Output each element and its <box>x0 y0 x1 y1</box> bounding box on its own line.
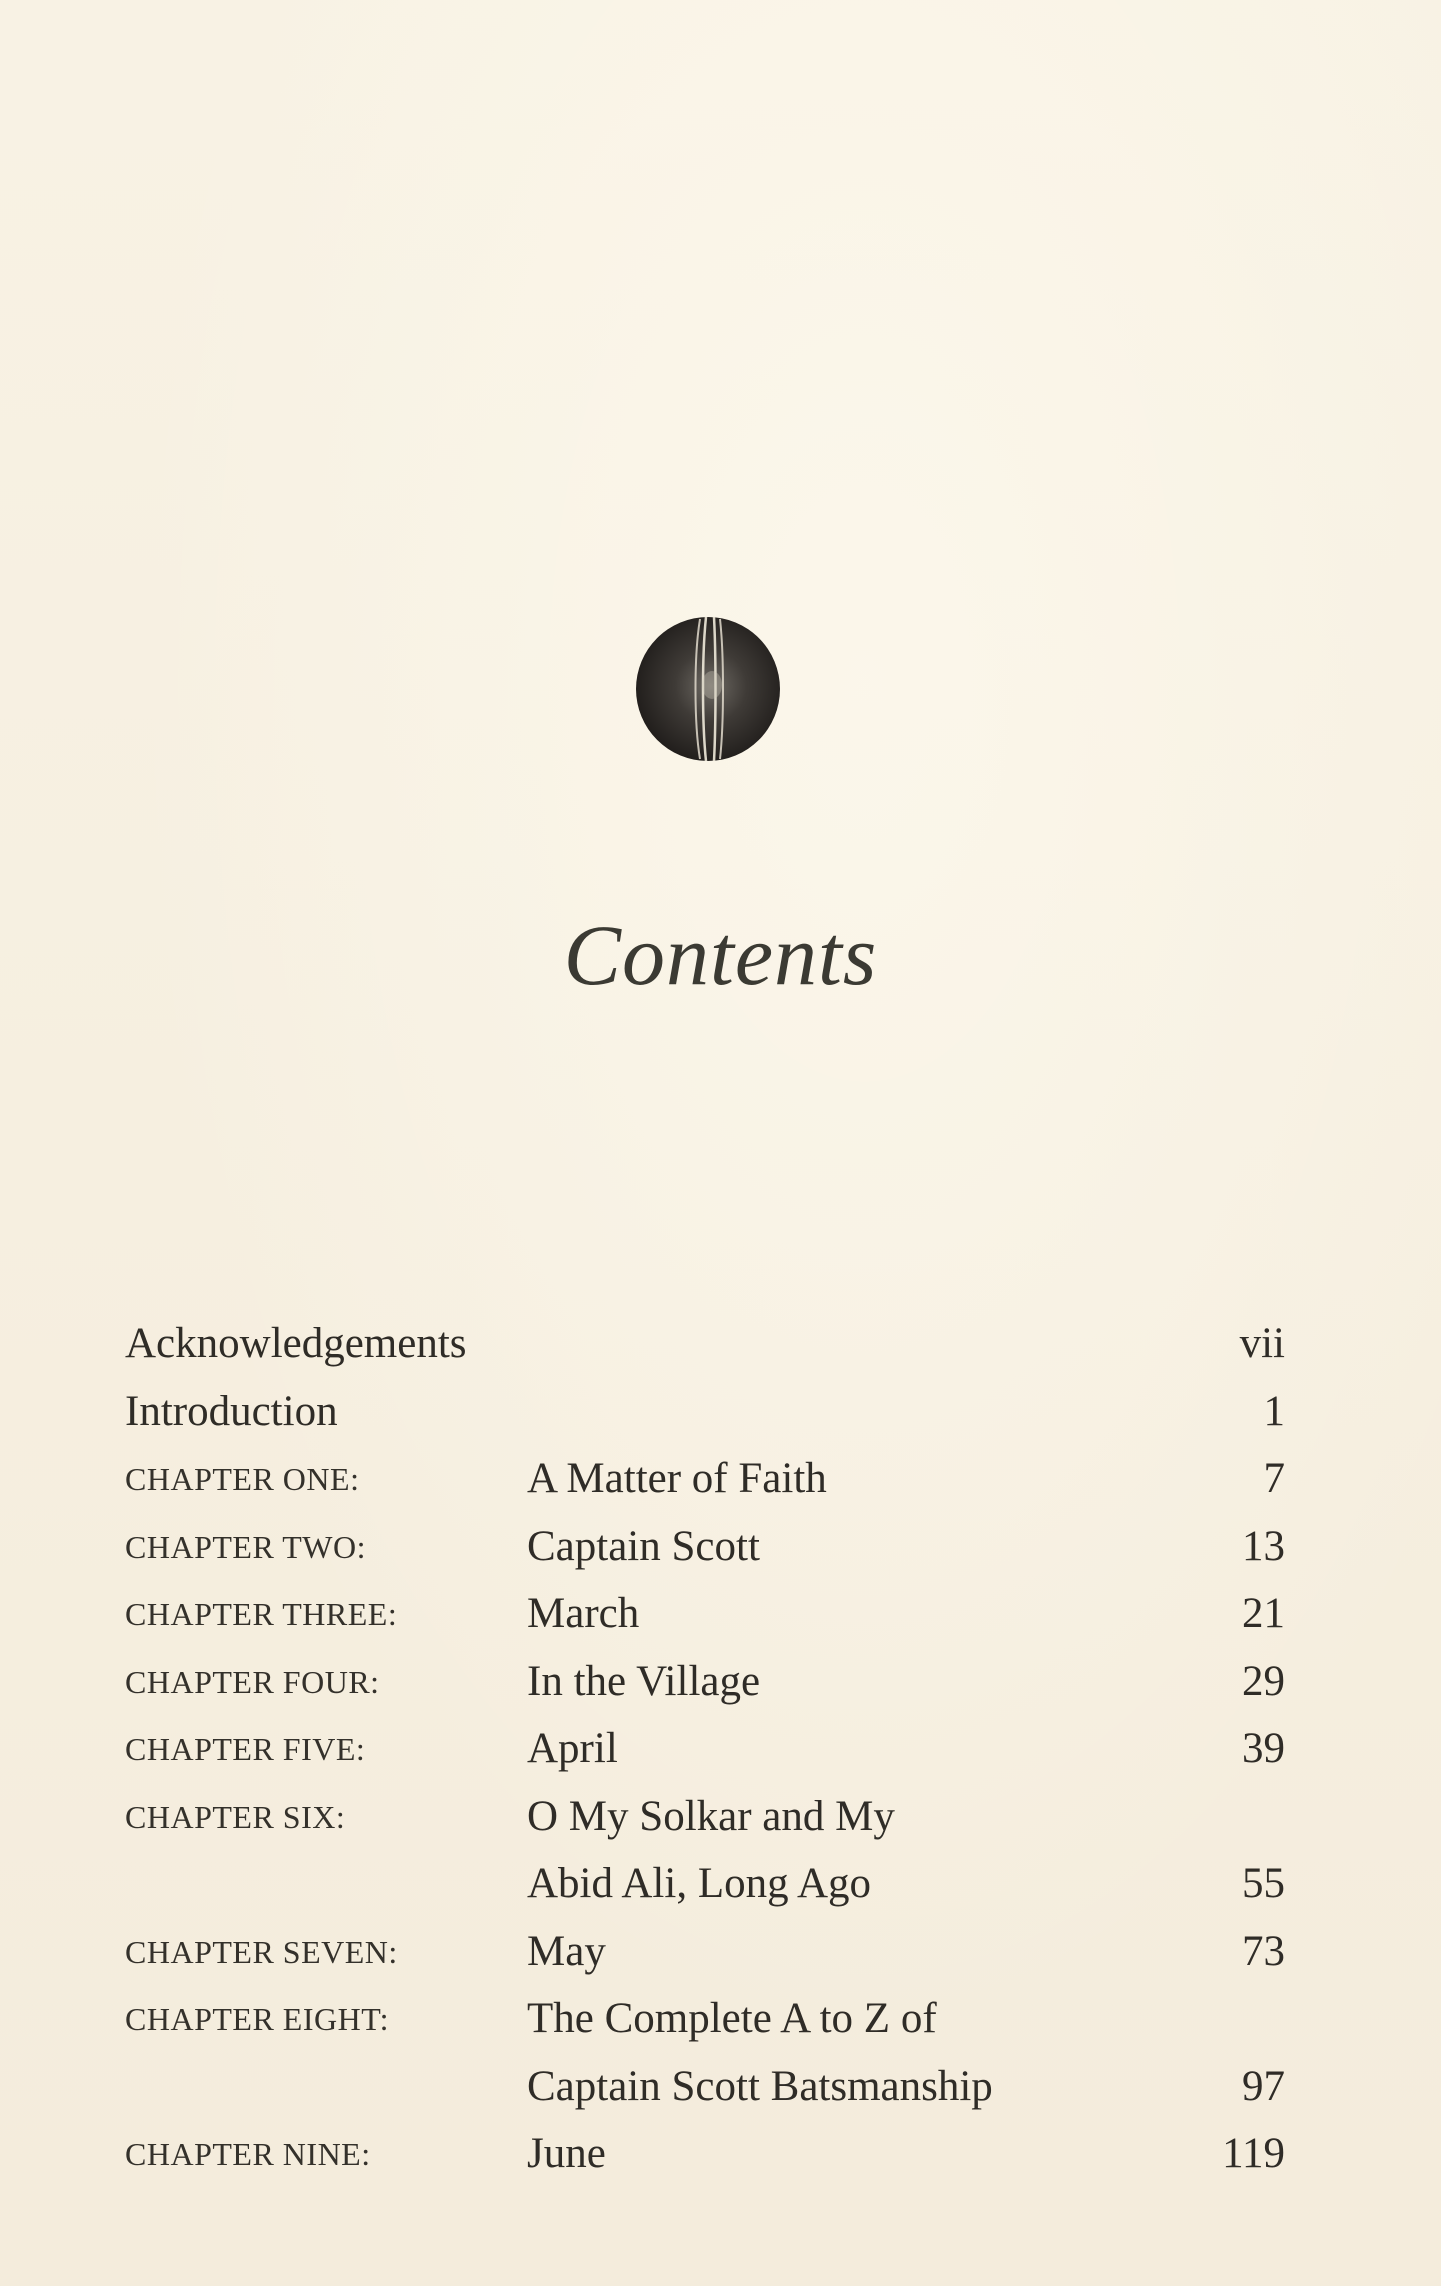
toc-page-number: 97 <box>1242 2062 1285 2110</box>
chapter-title: Captain Scott <box>527 1522 760 1570</box>
chapter-label: CHAPTER EIGHT: <box>125 2001 390 2037</box>
toc-entry-chapter-five[interactable] <box>125 1715 1285 1783</box>
toc-entry-chapter-six-continued[interactable] <box>125 1850 1285 1918</box>
chapter-title: A Matter of Faith <box>527 1455 827 1502</box>
chapter-title: O My Solkar and My <box>527 1792 895 1840</box>
toc-entry-chapter-eight-continued[interactable] <box>125 2053 1285 2121</box>
toc-page-number: 39 <box>1242 1725 1285 1772</box>
chapter-title: March <box>527 1590 640 1637</box>
chapter-label: CHAPTER FIVE: <box>125 1731 366 1767</box>
chapter-label: CHAPTER TWO: <box>125 1528 366 1565</box>
chapter-label: CHAPTER SIX: <box>125 1798 346 1835</box>
toc-entry-label: Introduction <box>125 1387 338 1435</box>
page-title: Contents <box>563 907 878 1003</box>
chapter-title: May <box>527 1927 606 1975</box>
chapter-label: CHAPTER SEVEN: <box>125 1933 398 1970</box>
toc-page-number: 1 <box>1263 1387 1285 1435</box>
chapter-title: In the Village <box>527 1657 761 1705</box>
toc-page-number: vii <box>1239 1320 1285 1367</box>
toc-entry-chapter-one[interactable] <box>125 1445 1285 1513</box>
toc-page-number: 7 <box>1263 1455 1285 1502</box>
toc-entry-chapter-four[interactable] <box>125 1648 1285 1716</box>
toc-entry-chapter-two[interactable] <box>125 1513 1285 1581</box>
chapter-title: June <box>527 2130 606 2177</box>
toc-page-number: 73 <box>1242 1927 1285 1975</box>
toc-entry-chapter-six[interactable] <box>125 1783 1285 1851</box>
table-of-contents <box>125 1310 1285 2188</box>
chapter-title: The Complete A to Z of <box>527 1995 937 2042</box>
chapter-label: CHAPTER ONE: <box>125 1461 360 1497</box>
cricket-ball-icon <box>634 615 782 763</box>
toc-page-number: 55 <box>1242 1860 1285 1907</box>
chapter-title: April <box>527 1725 618 1772</box>
chapter-label: CHAPTER THREE: <box>125 1596 398 1632</box>
toc-entry-chapter-seven[interactable] <box>125 1918 1285 1986</box>
chapter-title: Captain Scott Batsmanship <box>527 2062 993 2110</box>
toc-page-number: 13 <box>1242 1522 1285 1570</box>
toc-page-number: 21 <box>1242 1590 1285 1637</box>
chapter-title: Abid Ali, Long Ago <box>527 1860 872 1907</box>
chapter-label: CHAPTER NINE: <box>125 2136 371 2172</box>
toc-entry-chapter-nine[interactable] <box>125 2120 1285 2188</box>
toc-entry-chapter-eight[interactable] <box>125 1985 1285 2053</box>
toc-entry-introduction[interactable] <box>125 1378 1285 1446</box>
toc-entry-acknowledgements[interactable] <box>125 1310 1285 1378</box>
toc-entry-label: Acknowledgements <box>125 1320 467 1367</box>
toc-page-number: 29 <box>1242 1657 1285 1705</box>
toc-page-number: 119 <box>1222 2130 1285 2177</box>
chapter-label: CHAPTER FOUR: <box>125 1663 380 1700</box>
toc-entry-chapter-three[interactable] <box>125 1580 1285 1648</box>
